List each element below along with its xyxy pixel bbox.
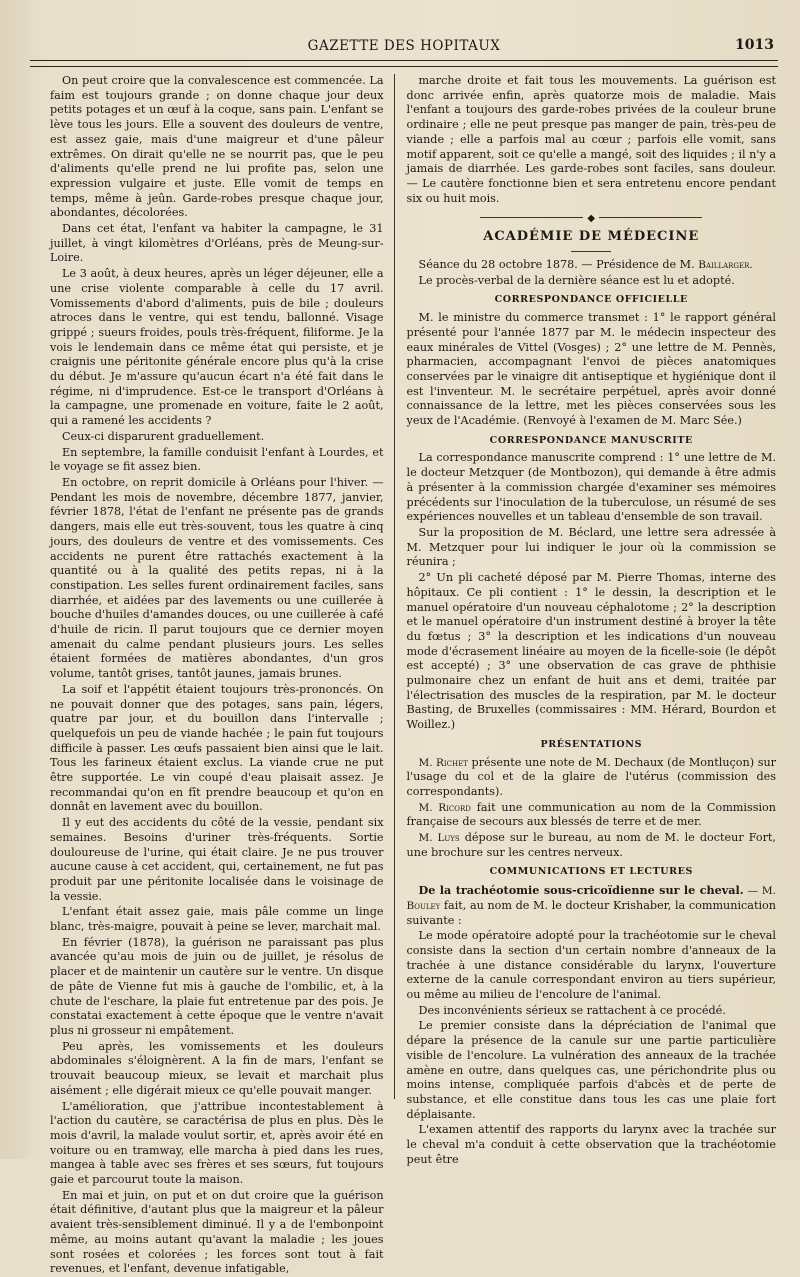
right-column <box>395 74 778 1166</box>
communication-text: fait, au nom de M. le docteur Krishaber, la communication suivante : <box>406 898 776 927</box>
presentation-item <box>407 756 776 800</box>
speaker-name: — M. Bouley <box>406 885 777 912</box>
subhead: CORRESPONDANCE MANUSCRITE <box>489 434 693 446</box>
paragraph: Des inconvénients sérieux se rattachent à ce procédé. <box>418 1003 726 1017</box>
paragraph: La soif et l'appétit étaient toujours très-prononcés. On ne pouvait donner que des potages, sans pain, légers, quatre par jour, et du bouillon dans l'intervalle ; quelquefois un peu de viande hachée ; le pain fut toujours difficile à passer. Les œufs passaient bien ainsi que le lait. Tous les farineux étaient exclus. La viande crue ne put être supportée. Le vin coupé d'eau plaisait assez. Je recommandai qu'on en fît prendre beaucoup et qu'on en donnât en lavement avec du bouillon. <box>50 682 384 814</box>
paragraph: En mai et juin, on put et on dut croire que la guérison était définitive, d'autant plus que la maigreur et la pâleur avaient très-sensiblement diminué. Il y a de l'embonpoint même, au moins autant qu'avant la maladie ; les joues sont rosées et colorées ; les forces sont tout à fait revenues, et l'enfant, devenue infatigable, <box>50 1188 384 1276</box>
paragraph: Peu après, les vomissements et les douleurs abdominales s'éloignèrent. A la fin de mars, l'enfant se trouvait beaucoup mieux, se levait et marchait plus aisément ; elle digérait mieux ce qu'elle pouvait manger. <box>50 1039 384 1097</box>
speaker-name: M. Richet <box>418 756 468 769</box>
subhead: CORRESPONDANCE OFFICIELLE <box>494 294 688 306</box>
seance-prefix: Séance du 28 octobre 1878. — Présidence de M. <box>418 258 699 272</box>
paragraph: M. le ministre du commerce transmet : 1° le rapport général présenté pour l'année 1877 par M. le médecin inspecteur des eaux minérales de Vittel (Vosges) ; 2° une lettre de M. Pennès, pharmacien, accompagnant l'envoi de pièces anatomiques conservées par le vinaigre dit antiseptique et hygiénique dont il est l'inventeur. M. le secrétaire perpétuel, après avoir donné connaissance de la lettre, met les pièces conservées sous les yeux de l'Académie. (Renvoyé à l'examen de M. Marc Sée.) <box>406 311 776 428</box>
subhead: COMMUNICATIONS ET LECTURES <box>489 866 693 878</box>
paragraph: Dans cet état, l'enfant va habiter la campagne, le 31 juillet, à vingt kilomètres d'Orléans, près de Meung-sur-Loire. <box>50 222 384 265</box>
paragraph: La correspondance manuscrite comprend : 1° une lettre de M. le docteur Metzquer (de Montbozon), qui demande à être admis à présenter à la commission chargée d'examiner ses mémoires précédents sur l'inoculation de la tuberculose, un résumé de ses expériences nouvelles et un tableau d'ensemble de son travail. <box>406 451 776 524</box>
title-rule <box>571 251 611 252</box>
presentation-text: fait une communication au nom de la Commission française de secours aux blessés de terre et de mer. <box>406 800 776 829</box>
section-title: ACADÉMIE DE MÉDECINE <box>483 229 700 245</box>
communication-lead <box>407 883 776 928</box>
paragraph: Le premier consiste dans la dépréciation de l'animal que dépare la présence de la canule sur une partie particulière visible de l'encolure. La vulnération des anneaux de la trachée amène en outre, dans quelques cas, une périchondrite plus ou moins intense, compliquée parfois d'abcès et de perte de substance, et elle constitue dans tous les cas une plaie fort déplaisante. <box>406 1019 776 1121</box>
ornament-divider: ◆ <box>407 212 776 222</box>
paragraph: En février (1878), la guérison ne paraissant pas plus avancée qu'au mois de juin ou de juillet, je résolus de placer et de maintenir un cautère sur le ventre. Un disque de pâte de Vienne fut mis à gauche de l'ombilic, et, à la chute de l'eschare, la plaie fut entretenue par des pois. Je constatai exactement à cette époque que le ventre n'avait plus ni grosseur ni empâtement. <box>50 935 384 1037</box>
subhead: PRÉSENTATIONS <box>540 738 643 750</box>
page-number: 1013 <box>735 37 774 53</box>
presentation-item <box>407 831 776 860</box>
page-header <box>30 36 778 61</box>
presentation-text: dépose sur le bureau, au nom de M. le docteur Fort, une brochure sur les centres nerveux. <box>406 831 776 859</box>
paragraph: On peut croire que la convalescence est commencée. La faim est toujours grande ; on donne chaque jour deux petits potages et un œuf à la coque, sans pain. L'enfant se lève tous les jours. Elle a souvent des douleurs de ventre, est assez gaie, mais d'une maigreur et d'une pâleur extrêmes. On dirait qu'elle ne se nourrit pas, que le peu d'aliments qu'elle prend ne lui profite pas, selon une expression vulgaire et juste. Elle vomit de temps en temps, même à jeûn. Garde-robes presque chaque jour, abondantes, décolorées. <box>50 74 384 220</box>
running-title: GAZETTE DES HOPITAUX <box>307 38 501 54</box>
header-rule <box>30 66 778 67</box>
left-column <box>30 74 394 1276</box>
paragraph: Il y eut des accidents du côté de la vessie, pendant six semaines. Besoins d'uriner très-fréquents. Sortie douloureuse de l'urine, qui était claire. Je ne pus trouver aucune cause à cet accident, qui, certainement, ne fut pas produit par une péritonite localisée dans le voisinage de la vessie. <box>50 816 384 903</box>
paragraph: Sur la proposition de M. Béclard, une lettre sera adressée à M. Metzquer pour lui indiquer le jour où la commission se réunira ; <box>406 525 776 569</box>
paragraph: 2° Un pli cacheté déposé par M. Pierre Thomas, interne des hôpitaux. Ce pli contient : 1° le dessin, la description et le manuel opératoire d'un nouveau céphalotome ; 2° la description et le manuel opératoire d'un instrument destiné à broyer la tête du fœtus ; 3° la description et les indications d'un nouveau mode d'écrasement linéaire au moyen de la ficelle-soie (le dépôt est accepté) ; 3° une observation de cas grave de phthisie pulmonaire chez un enfant de huit ans et demi, traitée par l'électrisation des muscles de la respiration, par M. le docteur Basting, de Bruxelles (commissaires : MM. Hérard, Bourdon et Woillez.) <box>406 571 776 732</box>
paragraph: En octobre, on reprit domicile à Orléans pour l'hiver. — Pendant les mois de novembre, décembre 1877, janvier, février 1878, l'état de l'enfant ne présente pas de grands dangers, mais elle eut très-souvent, tous les quatre à cinq jours, des douleurs de ventre et des vomissements. Ces accidents ne purent être rattachés exactement à la quantité ou à la qualité des petits repas, ni à la constipation. Les selles furent ordinairement faciles, sans diarrhée, et aidées par des lavements ou une cuillerée à bouche d'huiles d'amandes douces, ou une cuillerée à café d'huile de ricin. Il parut toujours que ce dernier moyen amenait du calme pendant plusieurs jours. Les selles étaient formées de matières abondantes, d'un gros volume, tantôt grises, tantôt jaunes, jamais brunes. <box>50 475 384 681</box>
seance-line <box>407 258 776 273</box>
paragraph: En septembre, la famille conduisit l'enfant à Lourdes, et le voyage se fit assez bien. <box>50 445 384 474</box>
text-columns <box>30 74 778 1276</box>
paragraph: Le procès-verbal de la dernière séance est lu et adopté. <box>418 273 735 287</box>
paragraph: L'examen attentif des rapports du larynx avec la trachée sur le cheval m'a conduit à cette observation que la trachéotomie peut être <box>406 1123 776 1166</box>
paragraph: Ceux-ci disparurent graduellement. <box>62 429 265 443</box>
speaker-name: M. Luys <box>418 832 460 845</box>
presentation-text: présente une note de M. Dechaux (de Montluçon) sur l'usage du col et de la glaire de l'utérus (commission des correspondants). <box>406 755 776 798</box>
paragraph: marche droite et fait tous les mouvements. La guérison est donc arrivée enfin, après quatorze mois de maladie. Mais l'enfant a toujours des garde-robes privées de la couleur brune ordinaire ; elle ne peut presque pas manger de pain, très-peu de viande ; elle a parfois mal au cœur ; parfois elle vomit, sans motif apparent, soit ce qu'elle a mangé, soit des liquides ; il n'y a jamais de diarrhée. Les garde-robes sont faciles, sans douleur. — Le cautère fonctionne bien et sera entretenu encore pendant six ou huit mois. <box>406 74 776 205</box>
communication-title: De la trachéotomie sous-cricoïdienne sur le cheval. <box>418 883 744 898</box>
paragraph: L'enfant était assez gaie, mais pâle comme un linge blanc, très-maigre, pouvait à peine se lever, marchait mal. <box>50 905 384 934</box>
paragraph: L'amélioration, que j'attribue incontestablement à l'action du cautère, se caractérisa de plus en plus. Dès le mois d'avril, la malade voulut sortir, et, après avoir été en voiture ou en tramway, elle marcha à pied dans les rues, mangea à table avec ses frères et ses sœurs, fut toujours gaie et parcourut toute la maison. <box>50 1099 384 1187</box>
speaker-name: M. Ricord <box>418 801 471 814</box>
presentation-item <box>407 801 776 830</box>
paragraph: Le mode opératoire adopté pour la trachéotomie sur le cheval consiste dans la section d'un certain nombre d'anneaux de la trachée à une distance considérable du larynx, l'ouverture externe de la canule correspondant environ au tiers supérieur, ou même au milieu de l'encolure de l'animal. <box>406 929 776 1002</box>
seance-president: Baillarger. <box>698 259 753 272</box>
paragraph: Le 3 août, à deux heures, après un léger déjeuner, elle a une crise violente comparable à celle du 17 avril. Vomissements d'abord d'aliments, puis de bile ; douleurs atroces dans le ventre, qui est tendu, ballonné. Visage grippé ; sueurs froides, pouls très-fréquent, filiforme. Je la vois le lendemain dans ce même état qui persiste, et je craignis une péritonite générale encore plus qu'à la crise du début. Je m'assure qu'aucun écart n'a été fait dans le régime, ni d'imprudence. Est-ce le transport d'Orléans à la campagne, une promenade en voiture, faite le 2 août, qui a ramené les accidents ? <box>50 267 384 428</box>
